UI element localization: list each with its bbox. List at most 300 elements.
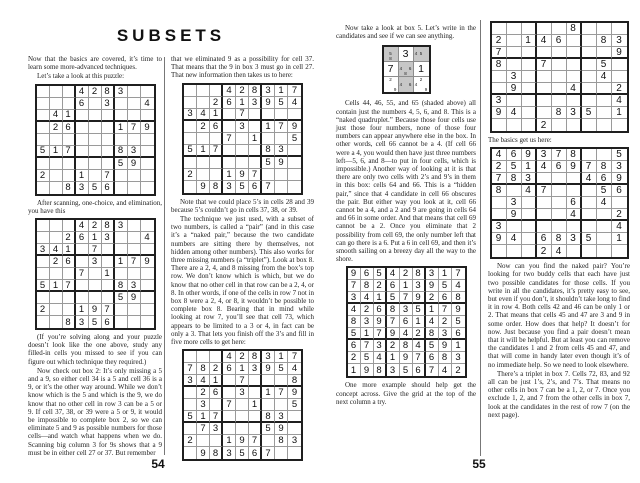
sudoku-cell	[275, 109, 288, 121]
sudoku-cell	[262, 375, 275, 387]
sudoku-cell	[89, 268, 102, 280]
sudoku-cell: 4	[567, 83, 582, 95]
sudoku-cell	[210, 157, 223, 169]
sudoku-cell	[50, 220, 63, 232]
sudoku-cell: 2	[50, 256, 63, 268]
sudoku-cell	[50, 304, 63, 316]
sudoku-cell: 8	[413, 268, 426, 280]
sudoku-cell	[210, 435, 223, 447]
sudoku-cell	[492, 197, 507, 209]
sudoku-cell: 1	[236, 97, 249, 109]
sudoku-cell: 1	[387, 352, 400, 364]
sudoku-cell: 5	[582, 107, 597, 119]
sudoku-cell: 9	[522, 149, 537, 161]
page55-column-2	[488, 18, 630, 420]
sudoku-cell	[522, 107, 537, 119]
sudoku-cell: 2	[537, 245, 552, 257]
sudoku-cell: 8	[115, 146, 128, 158]
sudoku-cell	[37, 110, 50, 122]
sudoku-cell	[236, 157, 249, 169]
sudoku-cell	[288, 109, 301, 121]
sudoku-cell: 1	[612, 233, 627, 245]
sudoku-cell	[552, 71, 567, 83]
sudoku-cell: 6	[249, 447, 262, 459]
sudoku-cell: 3	[413, 280, 426, 292]
sudoku-cell	[249, 145, 262, 157]
sudoku-cell: 3	[275, 145, 288, 157]
sudoku-cell	[63, 158, 76, 170]
candidate-digits: 4 6	[399, 81, 412, 87]
sudoku-cell: 1	[275, 85, 288, 97]
sudoku-cell	[115, 316, 128, 328]
sudoku-cell	[507, 59, 522, 71]
sudoku-cell: 8	[439, 352, 452, 364]
sudoku-cell: 1	[439, 268, 452, 280]
sudoku-cell	[50, 158, 63, 170]
sudoku-cell: 6	[552, 35, 567, 47]
sudoku-cell: 3	[223, 181, 236, 193]
sudoku-cell: 7	[537, 185, 552, 197]
sudoku-cell	[288, 157, 301, 169]
sudoku-cell	[37, 98, 50, 110]
sudoku-cell: 8	[102, 86, 115, 98]
sudoku-cell	[37, 316, 50, 328]
sudoku-cell: 5	[387, 292, 400, 304]
sudoku-cell	[249, 121, 262, 133]
sudoku-cell	[288, 411, 301, 423]
sudoku-cell	[102, 256, 115, 268]
sudoku-cell	[184, 387, 197, 399]
sudoku-cell: 7	[413, 352, 426, 364]
sudoku-cell: 4	[507, 107, 522, 119]
sudoku-cell: 5	[89, 316, 102, 328]
sudoku-cell: 9	[348, 268, 361, 280]
sudoku-cell: 9	[361, 364, 374, 376]
sudoku-cell	[492, 245, 507, 257]
sudoku-cell	[197, 435, 210, 447]
sudoku-cell: 3	[374, 340, 387, 352]
sudoku-cell	[141, 316, 154, 328]
sudoku-cell: 7	[426, 364, 439, 376]
sudoku-cell	[552, 23, 567, 35]
sudoku-cell: 7	[63, 146, 76, 158]
sudoku-cell: 8	[567, 23, 582, 35]
sudoku-cell: 2	[413, 328, 426, 340]
sudoku-cell: 9	[197, 447, 210, 459]
sudoku-cell: 9	[374, 316, 387, 328]
sudoku-cell	[89, 110, 102, 122]
sudoku-cell: 4	[522, 185, 537, 197]
sudoku-cell: 6	[374, 304, 387, 316]
sudoku-cell	[552, 209, 567, 221]
sudoku-cell: 4	[141, 98, 154, 110]
sudoku-cell: 4	[537, 161, 552, 173]
sudoku-cell: 5	[236, 181, 249, 193]
sudoku-cell	[567, 185, 582, 197]
sudoku-cell	[236, 399, 249, 411]
sudoku-cell	[63, 170, 76, 182]
sudoku-cell: 9	[197, 181, 210, 193]
sudoku-cell: 7	[128, 122, 141, 134]
sudoku-cell	[597, 245, 612, 257]
sudoku-cell: 8	[262, 411, 275, 423]
sudoku-cell: 6	[452, 328, 465, 340]
sudoku-cell	[537, 47, 552, 59]
sudoku-cell	[128, 182, 141, 194]
sudoku-cell: 3	[492, 95, 507, 107]
sudoku-cell	[184, 121, 197, 133]
sudoku-cell	[582, 119, 597, 131]
sudoku-cell: 7	[275, 121, 288, 133]
sudoku-cell	[89, 122, 102, 134]
sudoku-cell	[50, 86, 63, 98]
sudoku-cell: 8	[262, 145, 275, 157]
sudoku-cell: 1	[361, 328, 374, 340]
sudoku-cell: 9	[507, 209, 522, 221]
sudoku-cell	[141, 158, 154, 170]
box5-candidate-cell	[399, 77, 414, 92]
sudoku-grid-after-pair	[182, 83, 303, 195]
sudoku-cell: 6	[400, 316, 413, 328]
sudoku-cell: 8	[210, 181, 223, 193]
sudoku-cell	[249, 423, 262, 435]
sudoku-cell: 2	[374, 280, 387, 292]
sudoku-cell: 5	[89, 182, 102, 194]
sudoku-cell: 8	[597, 35, 612, 47]
sudoku-cell: 8	[567, 149, 582, 161]
sudoku-cell	[115, 182, 128, 194]
sudoku-cell	[128, 316, 141, 328]
sudoku-cell: 5	[348, 328, 361, 340]
sudoku-cell	[492, 209, 507, 221]
sudoku-cell: 3	[400, 304, 413, 316]
sudoku-cell: 6	[63, 122, 76, 134]
chapter-title: SUBSETS	[116, 26, 226, 45]
sudoku-cell	[612, 59, 627, 71]
sudoku-cell: 7	[184, 363, 197, 375]
body-paragraph: The basics get us here:	[488, 136, 552, 144]
sudoku-cell: 9	[141, 256, 154, 268]
sudoku-cell	[184, 399, 197, 411]
sudoku-cell: 8	[197, 363, 210, 375]
sudoku-cell: 6	[102, 182, 115, 194]
sudoku-cell: 2	[537, 119, 552, 131]
sudoku-cell	[76, 244, 89, 256]
sudoku-cell: 2	[439, 316, 452, 328]
sudoku-cell: 6	[413, 364, 426, 376]
sudoku-cell: 3	[522, 173, 537, 185]
sudoku-cell	[236, 423, 249, 435]
sudoku-cell	[223, 109, 236, 121]
sudoku-cell: 3	[361, 316, 374, 328]
sudoku-cell	[522, 71, 537, 83]
box5-candidates-figure	[382, 45, 431, 94]
sudoku-cell: 1	[348, 364, 361, 376]
sudoku-cell: 6	[567, 197, 582, 209]
sudoku-cell: 2	[236, 351, 249, 363]
sudoku-cell	[249, 411, 262, 423]
sudoku-cell: 6	[76, 232, 89, 244]
sudoku-cell: 7	[128, 256, 141, 268]
sudoku-cell	[507, 221, 522, 233]
sudoku-cell	[552, 173, 567, 185]
sudoku-cell: 1	[210, 375, 223, 387]
sudoku-cell	[37, 158, 50, 170]
sudoku-cell	[210, 85, 223, 97]
sudoku-cell	[507, 95, 522, 107]
sudoku-cell	[128, 220, 141, 232]
sudoku-cell	[275, 447, 288, 459]
body-paragraph: Cells 44, 46, 55, and 65 (shaded above) all contain just the numbers 4, 5, 6, and 8. This is a “naked quadruplet.” Because those four cells use just those four numbers, none of those four numbers can appear anywhere else in the box. In other words, cell 66 cannot be a 4. (If cell 66 were a 4, you would then have just three numbers left—5, 6, and 8—to put in four cells, which is impossible.) Another way of looking at it is that there are only two cells with 2’s and 9’s in them in this box: cells 64 and 66. This is a “hidden pair,” since that 4 candidate in cell 66 obscures the pair. But either way you look at it, cell 66 cannot be a 4, and a 2 and 9 are going in cells 64 and 66 in some order. And that means that cell 69 cannot be a 2. Once you eliminate that 2 possibility from cell 69, the only number left that can go there is a 6. Put a 6 in cell 69, and then it’s smooth sailing on a breezy day all the way to the shore.	[336, 99, 476, 264]
sudoku-cell: 3	[102, 98, 115, 110]
sudoku-cell	[262, 109, 275, 121]
sudoku-cell: 1	[197, 411, 210, 423]
sudoku-cell: 9	[128, 158, 141, 170]
sudoku-cell	[507, 245, 522, 257]
sudoku-cell: 3	[507, 71, 522, 83]
sudoku-cell	[141, 134, 154, 146]
sudoku-cell: 3	[128, 280, 141, 292]
sudoku-cell: 3	[76, 316, 89, 328]
sudoku-cell	[582, 95, 597, 107]
candidate-digits: 5 8	[389, 51, 392, 61]
sudoku-cell: 9	[288, 387, 301, 399]
body-paragraph: Now that the basics are covered, it’s time to learn some more-advanced techniques.	[28, 55, 162, 72]
sudoku-cell	[522, 245, 537, 257]
sudoku-cell: 3	[249, 363, 262, 375]
sudoku-cell	[223, 157, 236, 169]
sudoku-cell: 7	[249, 435, 262, 447]
sudoku-cell	[37, 86, 50, 98]
sudoku-cell	[567, 95, 582, 107]
sudoku-cell: 3	[184, 109, 197, 121]
sudoku-cell	[141, 110, 154, 122]
sudoku-cell	[492, 83, 507, 95]
sudoku-cell	[537, 23, 552, 35]
sudoku-cell: 7	[374, 328, 387, 340]
sudoku-cell	[89, 158, 102, 170]
sudoku-cell	[567, 221, 582, 233]
sudoku-cell	[50, 170, 63, 182]
sudoku-cell: 7	[452, 268, 465, 280]
sudoku-cell	[612, 71, 627, 83]
sudoku-cell	[37, 182, 50, 194]
sudoku-cell: 6	[223, 97, 236, 109]
box5-candidate-cell	[384, 47, 399, 62]
sudoku-cell	[210, 133, 223, 145]
sudoku-cell: 7	[262, 181, 275, 193]
sudoku-cell	[63, 292, 76, 304]
sudoku-cell	[210, 351, 223, 363]
sudoku-cell: 9	[612, 173, 627, 185]
sudoku-cell: 5	[184, 145, 197, 157]
sudoku-cell: 3	[537, 149, 552, 161]
sudoku-cell	[223, 121, 236, 133]
sudoku-cell: 7	[262, 447, 275, 459]
sudoku-cell	[507, 35, 522, 47]
sudoku-cell: 8	[63, 316, 76, 328]
sudoku-cell	[597, 149, 612, 161]
sudoku-cell	[507, 185, 522, 197]
sudoku-cell: 4	[612, 221, 627, 233]
box5-value-cell: 7	[384, 62, 399, 77]
sudoku-cell: 4	[452, 280, 465, 292]
sudoku-cell: 7	[236, 109, 249, 121]
sudoku-cell: 2	[387, 340, 400, 352]
sudoku-cell: 9	[567, 161, 582, 173]
sudoku-cell	[128, 110, 141, 122]
sudoku-cell	[582, 209, 597, 221]
sudoku-cell: 9	[275, 157, 288, 169]
sudoku-cell	[115, 134, 128, 146]
sudoku-cell: 8	[452, 292, 465, 304]
sudoku-cell	[76, 292, 89, 304]
sudoku-cell: 8	[374, 364, 387, 376]
sudoku-cell	[102, 122, 115, 134]
sudoku-cell: 2	[492, 35, 507, 47]
sudoku-cell: 5	[275, 97, 288, 109]
sudoku-cell	[236, 133, 249, 145]
sudoku-cell: 3	[210, 423, 223, 435]
sudoku-cell: 7	[197, 423, 210, 435]
sudoku-cell: 4	[197, 375, 210, 387]
sudoku-cell	[128, 232, 141, 244]
sudoku-cell: 3	[612, 161, 627, 173]
sudoku-cell: 7	[288, 85, 301, 97]
sudoku-cell: 1	[102, 268, 115, 280]
sudoku-cell: 2	[426, 292, 439, 304]
sudoku-cell	[141, 280, 154, 292]
sudoku-cell: 4	[612, 95, 627, 107]
sudoku-cell	[522, 197, 537, 209]
sudoku-cell: 6	[361, 268, 374, 280]
sudoku-cell	[612, 119, 627, 131]
sudoku-cell: 4	[492, 149, 507, 161]
sudoku-cell	[50, 292, 63, 304]
sudoku-cell: 7	[582, 161, 597, 173]
sudoku-cell: 7	[552, 149, 567, 161]
sudoku-cell	[597, 209, 612, 221]
sudoku-cell	[288, 423, 301, 435]
sudoku-cell: 2	[210, 97, 223, 109]
sudoku-cell	[492, 23, 507, 35]
sudoku-cell	[63, 268, 76, 280]
sudoku-cell: 5	[374, 268, 387, 280]
sudoku-grid-solved	[346, 266, 467, 378]
sudoku-cell: 5	[184, 411, 197, 423]
sudoku-cell	[184, 447, 197, 459]
sudoku-cell: 8	[400, 340, 413, 352]
sudoku-cell: 7	[76, 268, 89, 280]
sudoku-cell: 8	[210, 447, 223, 459]
column-divider-page55	[480, 20, 481, 456]
sudoku-cell: 5	[361, 352, 374, 364]
sudoku-cell: 4	[567, 209, 582, 221]
column-divider-page54	[164, 57, 165, 455]
sudoku-cell: 1	[400, 280, 413, 292]
sudoku-cell: 9	[236, 169, 249, 181]
sudoku-cell	[102, 280, 115, 292]
sudoku-cell: 5	[439, 280, 452, 292]
sudoku-cell	[552, 59, 567, 71]
sudoku-cell: 5	[115, 158, 128, 170]
sudoku-cell: 4	[439, 364, 452, 376]
sudoku-cell	[102, 134, 115, 146]
page55-column-1	[336, 24, 476, 407]
sudoku-cell	[567, 59, 582, 71]
sudoku-cell: 1	[197, 145, 210, 157]
sudoku-cell	[552, 95, 567, 107]
sudoku-cell: 9	[275, 423, 288, 435]
sudoku-cell: 1	[452, 340, 465, 352]
sudoku-cell	[597, 119, 612, 131]
sudoku-cell	[522, 209, 537, 221]
sudoku-cell	[288, 181, 301, 193]
sudoku-cell: 7	[223, 133, 236, 145]
sudoku-cell: 3	[236, 387, 249, 399]
sudoku-cell	[50, 98, 63, 110]
sudoku-cell	[184, 97, 197, 109]
sudoku-cell	[288, 145, 301, 157]
sudoku-cell	[184, 423, 197, 435]
sudoku-cell	[567, 35, 582, 47]
sudoku-cell: 7	[288, 351, 301, 363]
sudoku-cell: 6	[210, 387, 223, 399]
sudoku-cell: 3	[426, 268, 439, 280]
sudoku-cell	[597, 107, 612, 119]
sudoku-cell: 3	[348, 292, 361, 304]
sudoku-cell: 6	[210, 121, 223, 133]
sudoku-cell: 1	[76, 170, 89, 182]
sudoku-cell: 1	[76, 304, 89, 316]
sudoku-cell	[37, 220, 50, 232]
sudoku-cell: 8	[102, 220, 115, 232]
sudoku-cell: 7	[387, 316, 400, 328]
sudoku-cell	[37, 256, 50, 268]
sudoku-cell: 9	[492, 107, 507, 119]
sudoku-cell	[262, 133, 275, 145]
sudoku-cell: 7	[361, 340, 374, 352]
box5-candidate-cell	[414, 47, 429, 62]
sudoku-cell	[63, 134, 76, 146]
sudoku-cell	[582, 149, 597, 161]
sudoku-cell: 7	[348, 280, 361, 292]
sudoku-cell	[522, 95, 537, 107]
sudoku-cell: 9	[262, 97, 275, 109]
sudoku-cell	[89, 98, 102, 110]
sudoku-cell	[89, 280, 102, 292]
sudoku-cell: 2	[492, 161, 507, 173]
sudoku-cell: 9	[288, 121, 301, 133]
sudoku-cell	[76, 256, 89, 268]
sudoku-cell: 6	[552, 161, 567, 173]
sudoku-cell: 7	[249, 169, 262, 181]
sudoku-cell	[223, 423, 236, 435]
sudoku-cell: 6	[63, 256, 76, 268]
sudoku-cell	[567, 47, 582, 59]
sudoku-cell: 3	[387, 364, 400, 376]
sudoku-cell	[507, 23, 522, 35]
sudoku-cell: 4	[597, 197, 612, 209]
sudoku-cell: 2	[455, 364, 461, 376]
sudoku-cell	[537, 197, 552, 209]
sudoku-cell: 8	[387, 304, 400, 316]
sudoku-cell	[275, 169, 288, 181]
sudoku-cell	[567, 119, 582, 131]
sudoku-cell: 9	[413, 292, 426, 304]
sudoku-cell: 9	[387, 328, 400, 340]
sudoku-cell: 1	[115, 256, 128, 268]
